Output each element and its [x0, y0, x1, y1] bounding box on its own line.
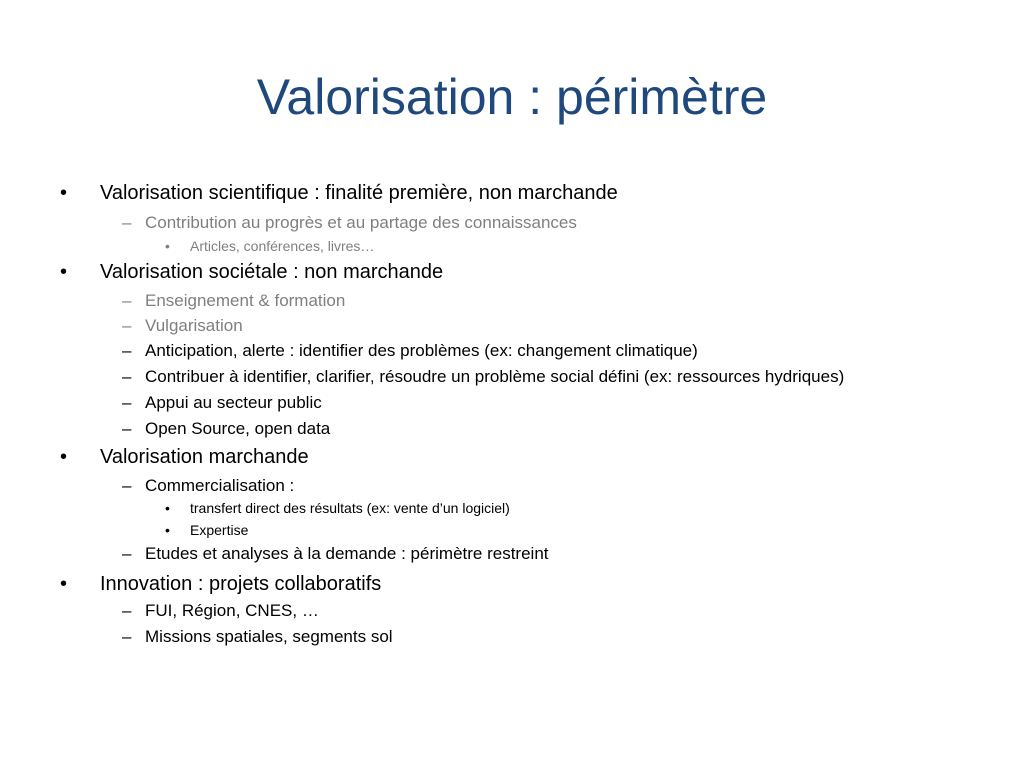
list-item-text: transfert direct des résultats (ex: vente d’un logiciel)	[190, 500, 510, 516]
bullet-marker: •	[165, 500, 170, 516]
list-item-text: Missions spatiales, segments sol	[145, 627, 393, 646]
dash-marker: –	[122, 213, 132, 232]
bullet-marker: •	[165, 238, 170, 254]
list-item-text: Anticipation, alerte : identifier des problèmes (ex: changement climatique)	[145, 341, 698, 360]
dash-marker: –	[122, 419, 132, 438]
dash-marker: –	[122, 476, 132, 495]
list-item-text: Valorisation marchande	[100, 446, 309, 468]
dash-marker: –	[122, 544, 132, 563]
dash-marker: –	[122, 601, 132, 620]
dash-marker: –	[122, 341, 132, 360]
dash-marker: –	[122, 316, 132, 335]
list-item-text: Open Source, open data	[145, 419, 331, 438]
list-item-text: Etudes et analyses à la demande : périmètre restreint	[145, 544, 549, 563]
list-item-text: Valorisation sociétale : non marchande	[100, 261, 444, 283]
list-item-text: Appui au secteur public	[145, 393, 322, 412]
list-item-text: Articles, conférences, livres…	[190, 238, 375, 254]
list-item-text: Contribuer à identifier, clarifier, résoudre un problème social défini (ex: ressources hydriques)	[145, 367, 845, 386]
dash-marker: –	[122, 367, 132, 386]
list-item-text: Enseignement & formation	[145, 291, 346, 310]
bullet-marker: •	[60, 573, 68, 595]
list-item-text: Commercialisation :	[145, 476, 295, 495]
slide-title: Valorisation : périmètre	[256, 69, 768, 125]
dash-marker: –	[122, 627, 132, 646]
list-item-text: FUI, Région, CNES, …	[145, 601, 319, 620]
list-item-text: Vulgarisation	[145, 316, 243, 335]
bullet-marker: •	[60, 446, 68, 468]
bullet-marker: •	[60, 261, 68, 283]
list-item-text: Expertise	[190, 522, 249, 538]
bullet-marker: •	[60, 182, 68, 204]
dash-marker: –	[122, 393, 132, 412]
list-item-text: Innovation : projets collaboratifs	[100, 573, 382, 595]
dash-marker: –	[122, 291, 132, 310]
bullet-marker: •	[165, 522, 170, 538]
list-item-text: Contribution au progrès et au partage des connaissances	[145, 213, 577, 232]
list-item-text: Valorisation scientifique : finalité première, non marchande	[100, 182, 618, 204]
